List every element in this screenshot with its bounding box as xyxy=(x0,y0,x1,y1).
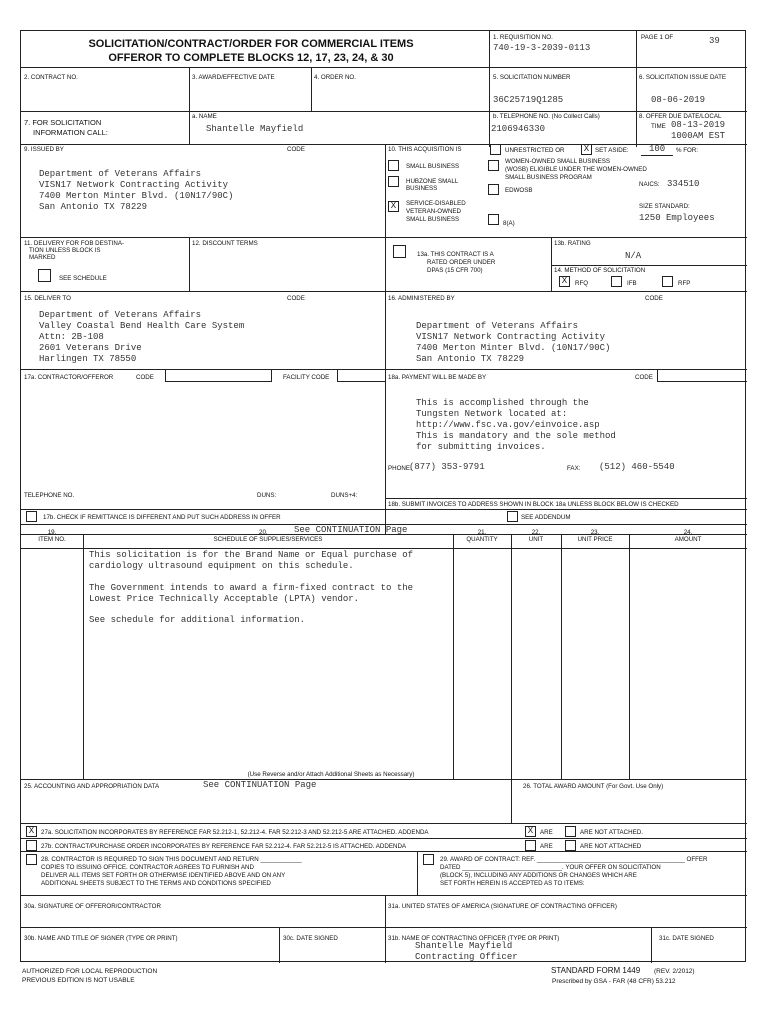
remittance-checkbox[interactable] xyxy=(26,511,37,522)
form-sf1449 xyxy=(20,30,746,962)
schedule-body-4: The Government intends to award a firm-fixed contract to the xyxy=(89,583,414,593)
payment-text-4: This is mandatory and the sole method xyxy=(416,431,616,441)
eight-a-label: 8(A) xyxy=(503,220,515,227)
footer-form-name: STANDARD FORM 1449 xyxy=(551,966,641,975)
payment-label: 18a. PAYMENT WILL BE MADE BY xyxy=(388,374,487,381)
row-divider xyxy=(21,895,747,896)
wosb-checkbox[interactable] xyxy=(488,160,499,171)
admin-address-3: 7400 Merton Minter Blvd. (10N17/90C) xyxy=(416,343,611,353)
rfq-label: RFQ xyxy=(575,280,589,287)
col-divider xyxy=(636,67,637,147)
delivery-fob-label: 11. DELIVERY FOR FOB DESTINA- xyxy=(24,240,125,247)
naics-label: NAICS: xyxy=(639,181,660,188)
payment-text-1: This is accomplished through the xyxy=(416,398,589,408)
see-schedule-label: SEE SCHEDULE xyxy=(59,275,107,282)
phone-value: 2106946330 xyxy=(491,124,546,134)
date-30c-label: 30c. DATE SIGNED xyxy=(283,935,338,942)
rfp-checkbox[interactable] xyxy=(662,276,673,287)
col-divider xyxy=(83,534,84,779)
27b-are-not-checkbox[interactable] xyxy=(565,840,576,851)
row-divider xyxy=(21,237,747,238)
payment-phone-value: (877) 353-9791 xyxy=(409,462,485,472)
officer-name-label: 31b. NAME OF CONTRACTING OFFICER (TYPE OR PRINT) xyxy=(388,935,560,942)
27b-checkbox[interactable] xyxy=(26,840,37,851)
footer-prescribed: Prescribed by GSA - FAR (48 CFR) 53.212 xyxy=(552,978,676,985)
col-amount-num: 24. xyxy=(683,529,693,536)
payment-text-2: Tungsten Network located at: xyxy=(416,409,568,419)
admin-address-1: Department of Veterans Affairs xyxy=(416,321,579,331)
col-divider xyxy=(279,927,280,963)
col-divider xyxy=(636,31,637,67)
col-divider xyxy=(551,237,552,291)
col-divider xyxy=(417,851,418,895)
29-label-1: 29. AWARD OF CONTRACT: REF. ___________________________________________ OFFER xyxy=(440,856,708,863)
set-aside-checkbox[interactable]: X xyxy=(581,144,592,155)
payment-text-3: http://www.fsc.va.gov/einvoice.asp xyxy=(416,420,600,430)
award-date-label: 3. AWARD/EFFECTIVE DATE xyxy=(192,74,275,81)
signature-30a-label: 30a. SIGNATURE OF OFFEROR/CONTRACTOR xyxy=(24,903,161,910)
page-total: 39 xyxy=(709,36,720,46)
sdvosb-label-3: SMALL BUSINESS xyxy=(406,216,460,223)
addendum-label: SEE ADDENDUM xyxy=(521,514,571,521)
contractor-code-label: CODE xyxy=(136,374,154,381)
deliver-address-5: Harlingen TX 78550 xyxy=(39,354,137,364)
col-schedule-note: See CONTINUATION Page xyxy=(294,525,408,535)
admin-code-label: CODE xyxy=(645,295,663,302)
schedule-body-1: This solicitation is for the Brand Name or Equal purchase of xyxy=(89,550,414,560)
col-divider xyxy=(385,144,386,291)
row-divider xyxy=(385,498,747,499)
28-checkbox[interactable] xyxy=(26,854,37,865)
set-aside-percent: 100 xyxy=(649,144,666,154)
27b-label: 27b. CONTRACT/PURCHASE ORDER INCORPORATES BY REFERENCE FAR 52.212-4. FAR 52.212-5 IS ATTACHED. ADDENDA xyxy=(41,843,407,850)
contractor-code-box[interactable] xyxy=(165,369,272,382)
col-divider xyxy=(453,534,454,779)
col-item-no-label: ITEM NO. xyxy=(38,536,66,543)
27b-are-not-label: ARE NOT ATTACHED xyxy=(580,843,642,850)
deliver-address-1: Department of Veterans Affairs xyxy=(39,310,202,320)
offer-due-date: 08-13-2019 xyxy=(671,120,726,130)
date-31c-label: 31c. DATE SIGNED xyxy=(659,935,714,942)
deliver-to-label: 15. DELIVER TO xyxy=(24,295,71,302)
edwosb-label: EDWOSB xyxy=(505,187,533,194)
payment-text-5: for submitting invoices. xyxy=(416,442,546,452)
solicitation-info-label-2: INFORMATION CALL: xyxy=(33,128,108,137)
col-unit-num: 22. xyxy=(531,529,541,536)
requisition-label: 1. REQUISITION NO. xyxy=(493,34,553,41)
issued-address-1: Department of Veterans Affairs xyxy=(39,169,202,179)
row-divider xyxy=(21,927,747,928)
sdvosb-label: SERVICE-DISABLED xyxy=(406,200,466,207)
requisition-value: 740-19-3-2039-0113 xyxy=(493,43,591,53)
col-divider xyxy=(385,895,386,963)
duns-label: DUNS: xyxy=(257,492,277,499)
payment-fax-value: (512) 460-5540 xyxy=(599,462,675,472)
deliver-address-2: Valley Coastal Bend Health Care System xyxy=(39,321,245,331)
small-business-checkbox[interactable] xyxy=(388,160,399,171)
signature-31a-label: 31a. UNITED STATES OF AMERICA (SIGNATURE OF CONTRACTING OFFICER) xyxy=(388,903,617,910)
rated-order-label: 13a. THIS CONTRACT IS A xyxy=(417,251,494,258)
issued-by-label: 9. ISSUED BY xyxy=(24,146,64,153)
row-divider xyxy=(21,838,747,839)
percent-label: % FOR: xyxy=(676,147,699,154)
officer-title-value: Contracting Officer xyxy=(415,952,518,962)
schedule-body-5: Lowest Price Technically Acceptable (LPTA) vendor. xyxy=(89,594,360,604)
addendum-checkbox[interactable] xyxy=(507,511,518,522)
schedule-body-7: See schedule for additional information. xyxy=(89,615,306,625)
order-no-label: 4. ORDER NO. xyxy=(314,74,356,81)
telephone-label: TELEPHONE NO. xyxy=(24,492,75,499)
rating-label: 13b. RATING xyxy=(554,240,591,247)
col-divider xyxy=(189,67,190,111)
col-amount-label: AMOUNT xyxy=(674,536,702,543)
col-divider xyxy=(489,67,490,147)
27a-are-not-label: ARE NOT ATTACHED. xyxy=(580,829,643,836)
deliver-address-3: Attn: 2B-108 xyxy=(39,332,104,342)
ifb-label: IFB xyxy=(627,280,637,287)
rated-order-checkbox[interactable] xyxy=(393,245,406,258)
28-label-2: COPIES TO ISSUING OFFICE. CONTRACTOR AGREES TO FURNISH AND xyxy=(41,864,254,871)
28-label-1: 28. CONTRACTOR IS REQUIRED TO SIGN THIS DOCUMENT AND RETURN ____________ xyxy=(41,856,302,863)
col-divider xyxy=(189,237,190,291)
solicitation-number-value: 36C25719Q1285 xyxy=(493,95,564,105)
issued-address-4: San Antonio TX 78229 xyxy=(39,202,148,212)
rfp-label: RFP xyxy=(678,280,691,287)
col-divider xyxy=(651,927,652,963)
offer-due-time: 1000AM EST xyxy=(671,131,726,141)
29-checkbox[interactable] xyxy=(423,854,434,865)
27a-are-checkbox[interactable]: X xyxy=(525,826,536,837)
set-aside-label: SET ASIDE: xyxy=(595,147,629,154)
solicitation-date-value: 08-06-2019 xyxy=(651,95,706,105)
edwosb-checkbox[interactable] xyxy=(488,184,499,195)
name-label: a. NAME xyxy=(192,113,217,120)
27a-checkbox[interactable]: X xyxy=(26,826,37,837)
col-unit-label: UNIT xyxy=(528,536,544,543)
col-divider xyxy=(561,534,562,779)
solicitation-number-label: 5. SOLICITATION NUMBER xyxy=(493,74,571,81)
rfq-checkbox[interactable]: X xyxy=(559,276,570,287)
issued-address-2: VISN17 Network Contracting Activity xyxy=(39,180,229,190)
row-divider xyxy=(21,548,747,549)
wosb-label: WOMEN-OWNED SMALL BUSINESS xyxy=(505,158,610,165)
row-divider xyxy=(21,144,747,145)
28-label-4: ADDITIONAL SHEETS SUBJECT TO THE TERMS AND CONDITIONS SPECIFIED xyxy=(41,880,271,887)
offer-due-label: 8. OFFER DUE DATE/LOCAL xyxy=(639,113,722,120)
col-quantity-num: 21. xyxy=(477,529,487,536)
delivery-fob-label-2: TION UNLESS BLOCK IS xyxy=(29,247,101,254)
deliver-address-4: 2601 Veterans Drive xyxy=(39,343,142,353)
footer-previous-edition: PREVIOUS EDITION IS NOT USABLE xyxy=(22,977,135,984)
name-value: Shantelle Mayfield xyxy=(206,124,304,134)
col-unit-price-label: UNIT PRICE xyxy=(577,536,613,543)
hubzone-label-2: BUSINESS xyxy=(406,185,438,192)
eight-a-checkbox[interactable] xyxy=(488,214,499,225)
accounting-label: 25. ACCOUNTING AND APPROPRIATION DATA xyxy=(24,783,160,790)
acquisition-label: 10. THIS ACQUISITION IS xyxy=(388,146,462,153)
remittance-label: 17b. CHECK IF REMITTANCE IS DIFFERENT AND PUT SUCH ADDRESS IN OFFER xyxy=(43,514,281,521)
28-label-3: DELIVER ALL ITEMS SET FORTH OR OTHERWISE IDENTIFIED ABOVE AND ON ANY xyxy=(41,872,286,879)
facility-code-label: FACILITY CODE xyxy=(283,374,330,381)
27a-label: 27a. SOLICITATION INCORPORATES BY REFERENCE FAR 52.212-1, 52.212-4. FAR 52.212-3 AND 52.212-5 ARE ATTACHED. ADDENDA xyxy=(41,829,429,836)
ifb-checkbox[interactable] xyxy=(611,276,622,287)
footer-reproduction: AUTHORIZED FOR LOCAL REPRODUCTION xyxy=(22,968,158,975)
admin-address-4: San Antonio TX 78229 xyxy=(416,354,525,364)
issued-address-3: 7400 Merton Minter Blvd. (10N17/90C) xyxy=(39,191,234,201)
rating-value: N/A xyxy=(625,251,642,261)
accounting-value: See CONTINUATION Page xyxy=(203,780,317,790)
footer-revision: (REV. 2/2012) xyxy=(654,968,695,975)
signer-name-label: 30b. NAME AND TITLE OF SIGNER (TYPE OR PRINT) xyxy=(24,935,178,942)
submit-invoices-label: 18b. SUBMIT INVOICES TO ADDRESS SHOWN IN BLOCK 18a UNLESS BLOCK BELOW IS CHECKED xyxy=(388,501,679,508)
col-quantity-label: QUANTITY xyxy=(466,536,498,543)
col-unit-price-num: 23. xyxy=(590,529,600,536)
reverse-note: (Use Reverse and/or Attach Additional Sheets as Necessary) xyxy=(247,771,415,778)
payment-fax-label: FAX: xyxy=(567,465,581,472)
size-standard-label: SIZE STANDARD: xyxy=(639,203,690,210)
see-schedule-checkbox[interactable] xyxy=(38,269,51,282)
form-title: SOLICITATION/CONTRACT/ORDER FOR COMMERCIAL ITEMS xyxy=(88,38,414,50)
row-divider xyxy=(21,779,747,780)
contractor-label: 17a. CONTRACTOR/OFFEROR xyxy=(24,374,114,381)
payment-code-label: CODE xyxy=(635,374,653,381)
discount-terms-label: 12. DISCOUNT TERMS xyxy=(192,240,258,247)
wosb-label-3: SMALL BUSINESS PROGRAM xyxy=(505,174,592,181)
row-divider xyxy=(551,265,747,266)
facility-code-box[interactable] xyxy=(337,369,385,382)
deliver-code-label: CODE xyxy=(287,295,305,302)
row-divider xyxy=(21,509,747,510)
27b-are-checkbox[interactable] xyxy=(525,840,536,851)
col-divider xyxy=(311,67,312,111)
admin-address-2: VISN17 Network Contracting Activity xyxy=(416,332,606,342)
solicitation-info-label: 7. FOR SOLICITATION xyxy=(24,118,102,127)
col-item-no-num: 19. xyxy=(47,529,57,536)
27b-are-label: ARE xyxy=(540,843,553,850)
issued-code-label: CODE xyxy=(287,146,305,153)
payment-code-box[interactable] xyxy=(657,369,747,382)
col-divider xyxy=(511,779,512,823)
27a-are-not-checkbox[interactable] xyxy=(565,826,576,837)
administered-by-label: 16. ADMINISTERED BY xyxy=(388,295,455,302)
col-divider xyxy=(629,534,630,779)
naics-value: 334510 xyxy=(667,179,700,189)
row-divider xyxy=(21,851,747,852)
col-divider xyxy=(189,111,190,144)
page-label: PAGE 1 OF xyxy=(641,34,674,41)
size-standard-value: 1250 Employees xyxy=(639,213,715,223)
col-schedule-num: 20. xyxy=(259,529,268,536)
row-divider xyxy=(21,111,747,112)
rated-order-label-3: DPAS (15 CFR 700) xyxy=(427,267,483,274)
sdvosb-label-2: VETERAN-OWNED xyxy=(406,208,462,215)
solicitation-date-label: 6. SOLICITATION ISSUE DATE xyxy=(639,74,726,81)
sdvosb-checkbox[interactable]: X xyxy=(388,201,399,212)
small-business-label: SMALL BUSINESS xyxy=(406,163,460,170)
hubzone-label: HUBZONE SMALL xyxy=(406,178,459,185)
col-divider xyxy=(511,534,512,779)
schedule-body-2: cardiology ultrasound equipment on this schedule. xyxy=(89,561,354,571)
method-label: 14. METHOD OF SOLICITATION xyxy=(554,267,646,274)
offer-due-time-label: TIME xyxy=(651,123,666,130)
percent-underline xyxy=(641,155,673,156)
29-label-3: (BLOCK 5), INCLUDING ANY ADDITIONS OR CHANGES WHICH ARE xyxy=(440,872,637,879)
duns4-label: DUNS+4: xyxy=(331,492,358,499)
contract-no-label: 2. CONTRACT NO. xyxy=(24,74,78,81)
rated-order-label-2: RATED ORDER UNDER xyxy=(427,259,496,266)
payment-phone-label: PHONE: xyxy=(388,465,412,472)
officer-name-value: Shantelle Mayfield xyxy=(415,941,513,951)
29-label-4: SET FORTH HEREIN IS ACCEPTED AS TO ITEMS: xyxy=(440,880,585,887)
29-label-2: DATED _____________________________. YOUR OFFER ON SOLICITATION xyxy=(440,864,661,871)
phone-label: b. TELEPHONE NO. (No Collect Calls) xyxy=(493,113,600,120)
form-subtitle: OFFEROR TO COMPLETE BLOCKS 12, 17, 23, 24, & 30 xyxy=(108,52,394,64)
row-divider xyxy=(21,291,747,292)
row-divider xyxy=(21,823,747,824)
total-award-label: 26. TOTAL AWARD AMOUNT (For Govt. Use Only) xyxy=(523,783,664,790)
27a-are-label: ARE xyxy=(540,829,553,836)
hubzone-checkbox[interactable] xyxy=(388,176,399,187)
row-divider xyxy=(21,67,747,68)
unrestricted-label: UNRESTRICTED OR xyxy=(505,147,565,154)
wosb-label-2: (WOSB) ELIGIBLE UNDER THE WOMEN-OWNED xyxy=(505,166,647,173)
col-schedule-label: SCHEDULE OF SUPPLIES/SERVICES xyxy=(213,536,323,543)
col-divider xyxy=(489,31,490,67)
unrestricted-checkbox[interactable] xyxy=(490,144,501,155)
delivery-fob-label-3: MARKED xyxy=(29,254,56,261)
